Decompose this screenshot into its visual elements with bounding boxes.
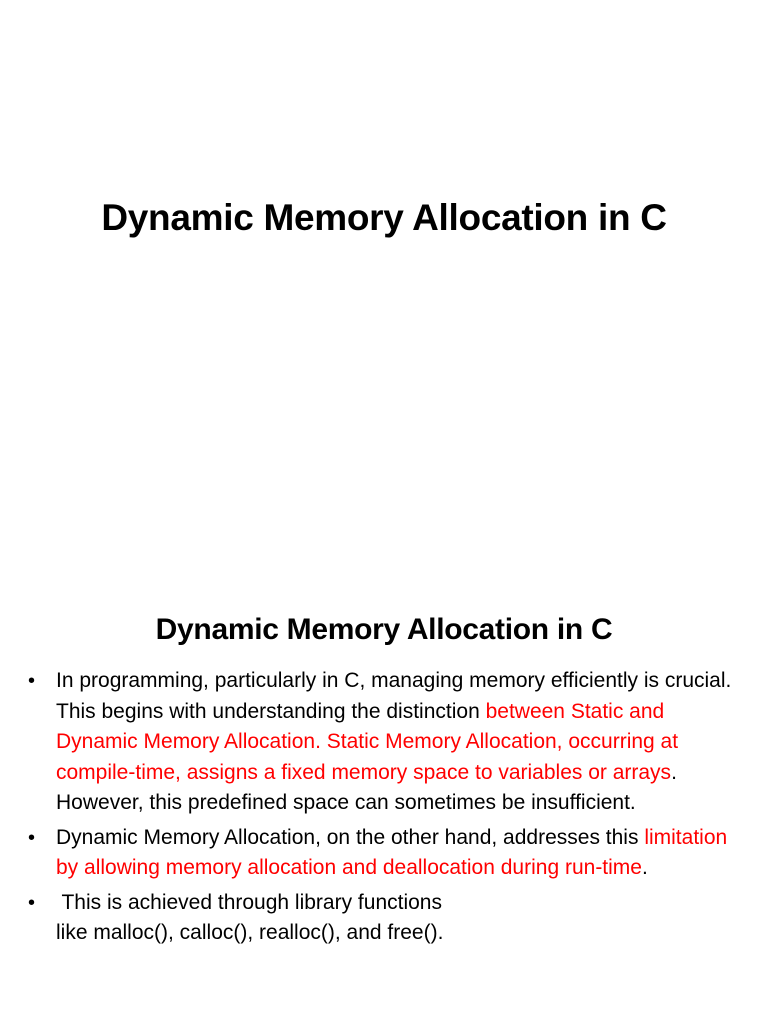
content-slide (0, 576, 768, 1024)
bullet-dot-icon: • (28, 670, 36, 692)
bullet-item-1 (28, 666, 750, 819)
bullet-3-line-1: This is achieved through library functions (56, 890, 442, 914)
bullet-dot-icon: • (28, 891, 36, 914)
slide-2-title: Dynamic Memory Allocation in C (155, 613, 613, 646)
bullet-2-highlight: limitation by allowing memory allocation and deallocation during run-time (56, 825, 728, 879)
bullet-item-2 (28, 823, 750, 884)
bullet-item-3 (28, 888, 750, 949)
bullet-1-text-end: . However, this predefined space can sometimes be insufficient. (56, 760, 677, 814)
bullet-2-text-end: . (641, 856, 648, 879)
slide-1-title: Dynamic Memory Allocation in C (101, 197, 667, 238)
bullet-dot-icon: • (28, 826, 36, 849)
bullet-2-text: Dynamic Memory Allocation, on the other hand, addresses this (56, 825, 645, 849)
bullet-1-highlight: between Static and Dynamic Memory Allocation. Static Memory Allocation, occurring at compile-time, assigns a fixed memory space to variables or arrays (56, 699, 679, 784)
bullet-list (28, 666, 750, 953)
bullet-1-text: In programming, particularly in C, managing memory efficiently is crucial. This begins with understanding the distinction (56, 669, 732, 723)
bullet-3-line-2: like malloc(), calloc(), realloc(), and free(). (56, 921, 444, 944)
